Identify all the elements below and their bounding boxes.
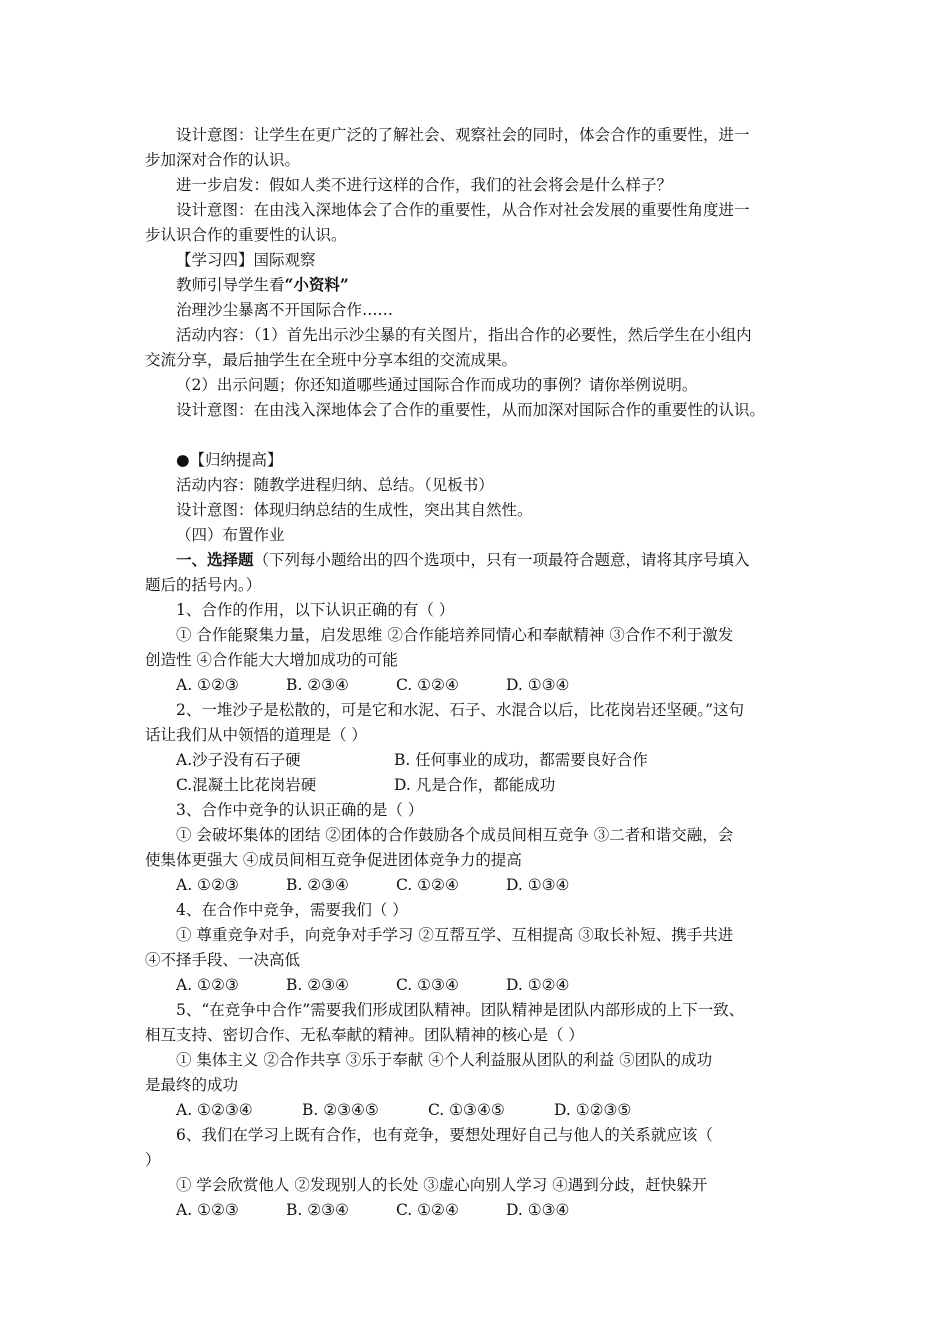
summary-heading: ●【归纳提高】: [176, 451, 283, 469]
question-1-options: [176, 674, 856, 696]
study4-activity-line-2: 交流分享，最后抽学生在全班中分享本组的交流成果。: [145, 351, 518, 369]
material-title: 治理沙尘暴离不开国际合作……: [176, 301, 394, 319]
question-6-option-b[interactable]: B. ②③④: [286, 1201, 349, 1219]
homework-heading: （四）布置作业: [176, 526, 285, 544]
question-2-stem-line-1: 2、一堆沙子是松散的，可是它和水泥、石子、水混合以后，比花岗岩还坚硬。”这句: [176, 701, 745, 719]
question-2-option-c[interactable]: C.混凝土比花岗岩硬: [176, 776, 317, 794]
question-6-stem-line-1: 6、我们在学习上既有合作，也有竞争，要想处理好自己与他人的关系就应该（: [176, 1126, 713, 1144]
mc-title: 一、选择题: [176, 550, 254, 569]
question-5-stem-line-1: 5、“在竞争中合作”需要我们形成团队精神。团队精神是团队内部形成的上下一致、: [176, 1001, 745, 1019]
question-5-option-d[interactable]: D. ①②③⑤: [554, 1101, 632, 1119]
study4-activity-2: （2）出示问题；你还知道哪些通过国际合作而成功的事例？请你举例说明。: [176, 376, 698, 394]
design-intent-2-line-2: 步认识合作的重要性的认识。: [145, 226, 347, 244]
question-3-option-b[interactable]: B. ②③④: [286, 876, 349, 894]
question-3-options: [176, 874, 856, 896]
design-intent-2-line-1: 设计意图：在由浅入深地体会了合作的重要性，从合作对社会发展的重要性角度进一: [176, 201, 750, 219]
design-intent-1-line-1: 设计意图：让学生在更广泛的了解社会、观察社会的同时，体会合作的重要性，进一: [176, 126, 750, 144]
question-4-option-a[interactable]: A. ①②③: [176, 976, 239, 994]
question-4-options: [176, 974, 856, 996]
question-4-statements-line-1: ① 尊重竞争对手，向竞争对手学习 ②互帮互学、互相提高 ③取长补短、携手共进: [176, 926, 734, 944]
question-2-option-a[interactable]: A.沙子没有石子硬: [176, 751, 301, 769]
question-3-option-d[interactable]: D. ①③④: [506, 876, 570, 894]
question-2-option-b[interactable]: B. 任何事业的成功，都需要良好合作: [394, 751, 648, 769]
question-3-statements-line-2: 使集体更强大 ④成员间相互竞争促进团体竞争力的提高: [145, 851, 522, 869]
question-6-option-d[interactable]: D. ①③④: [506, 1201, 570, 1219]
study4-guide-prefix: 教师引导学生看: [176, 276, 285, 294]
study4-activity-line-1: 活动内容：（1）首先出示沙尘暴的有关图片，指出合作的必要性，然后学生在小组内: [176, 326, 752, 344]
study4-design-intent: 设计意图：在由浅入深地体会了合作的重要性，从而加深对国际合作的重要性的认识。: [176, 401, 766, 419]
summary-activity: 活动内容：随教学进程归纳、总结。（见板书）: [176, 476, 494, 494]
question-3-option-c[interactable]: C. ①②④: [396, 876, 459, 894]
question-5-option-b[interactable]: B. ②③④⑤: [302, 1101, 379, 1119]
mc-instruction-a: （下列每小题给出的四个选项中，只有一项最符合题意，请将其序号填入: [253, 551, 750, 569]
question-1-option-c[interactable]: C. ①②④: [396, 676, 459, 694]
question-3-stem: 3、合作中竞争的认识正确的是（ ）: [176, 801, 424, 819]
question-6-stem-line-2: ）: [145, 1151, 161, 1169]
question-4-stem: 4、在合作中竞争，需要我们（ ）: [176, 901, 408, 919]
question-3-option-a[interactable]: A. ①②③: [176, 876, 239, 894]
mc-instruction-line-1: [176, 549, 856, 571]
question-2-options-row-1: [176, 749, 856, 771]
question-6-options: [176, 1199, 856, 1221]
question-4-option-c[interactable]: C. ①③④: [396, 976, 459, 994]
question-4-statements-line-2: ④不择手段、一决高低: [145, 951, 301, 969]
question-1-statements-line-1: ① 合作能聚集力量，启发思维 ②合作能培养同情心和奉献精神 ③合作不利于激发: [176, 626, 734, 644]
study4-guide: [176, 274, 856, 296]
question-5-statements-line-2: 是最终的成功: [145, 1076, 239, 1094]
mc-instruction-line-2: 题后的括号内。）: [145, 576, 262, 594]
further-prompt: 进一步启发：假如人类不进行这样的合作，我们的社会将会是什么样子？: [176, 176, 673, 194]
question-2-stem-line-2: 话让我们从中领悟的道理是（ ）: [145, 726, 367, 744]
question-1-stem: 1、合作的作用，以下认识正确的有（ ）: [176, 601, 455, 619]
question-1-option-d[interactable]: D. ①③④: [506, 676, 570, 694]
question-5-option-a[interactable]: A. ①②③④: [176, 1101, 253, 1119]
question-5-options: [176, 1099, 856, 1121]
question-5-option-c[interactable]: C. ①③④⑤: [428, 1101, 505, 1119]
question-5-statements-line-1: ① 集体主义 ②合作共享 ③乐于奉献 ④个人利益服从团队的利益 ⑤团队的成功: [176, 1051, 713, 1069]
question-6-statements-line-1: ① 学会欣赏他人 ②发现别人的长处 ③虚心向别人学习 ④遇到分歧，赶快躲开: [176, 1176, 708, 1194]
question-6-option-c[interactable]: C. ①②④: [396, 1201, 459, 1219]
question-1-statements-line-2: 创造性 ④合作能大大增加成功的可能: [145, 651, 398, 669]
question-6-option-a[interactable]: A. ①②③: [176, 1201, 239, 1219]
question-2-options-row-2: [176, 774, 856, 796]
question-1-option-a[interactable]: A. ①②③: [176, 676, 239, 694]
study4-heading: 【学习四】国际观察: [176, 251, 316, 269]
design-intent-1-line-2: 步加深对合作的认识。: [145, 151, 301, 169]
question-2-option-d[interactable]: D. 凡是合作，都能成功: [394, 776, 556, 794]
question-3-statements-line-1: ① 会破坏集体的团结 ②团体的合作鼓励各个成员间相互竞争 ③二者和谐交融，会: [176, 826, 734, 844]
study4-guide-highlight: “小资料”: [284, 275, 349, 294]
question-5-stem-line-2: 相互支持、密切合作、无私奉献的精神。团队精神的核心是（ ）: [145, 1026, 584, 1044]
question-4-option-b[interactable]: B. ②③④: [286, 976, 349, 994]
question-4-option-d[interactable]: D. ①②④: [506, 976, 570, 994]
summary-design-intent: 设计意图：体现归纳总结的生成性，突出其自然性。: [176, 501, 533, 519]
question-1-option-b[interactable]: B. ②③④: [286, 676, 349, 694]
